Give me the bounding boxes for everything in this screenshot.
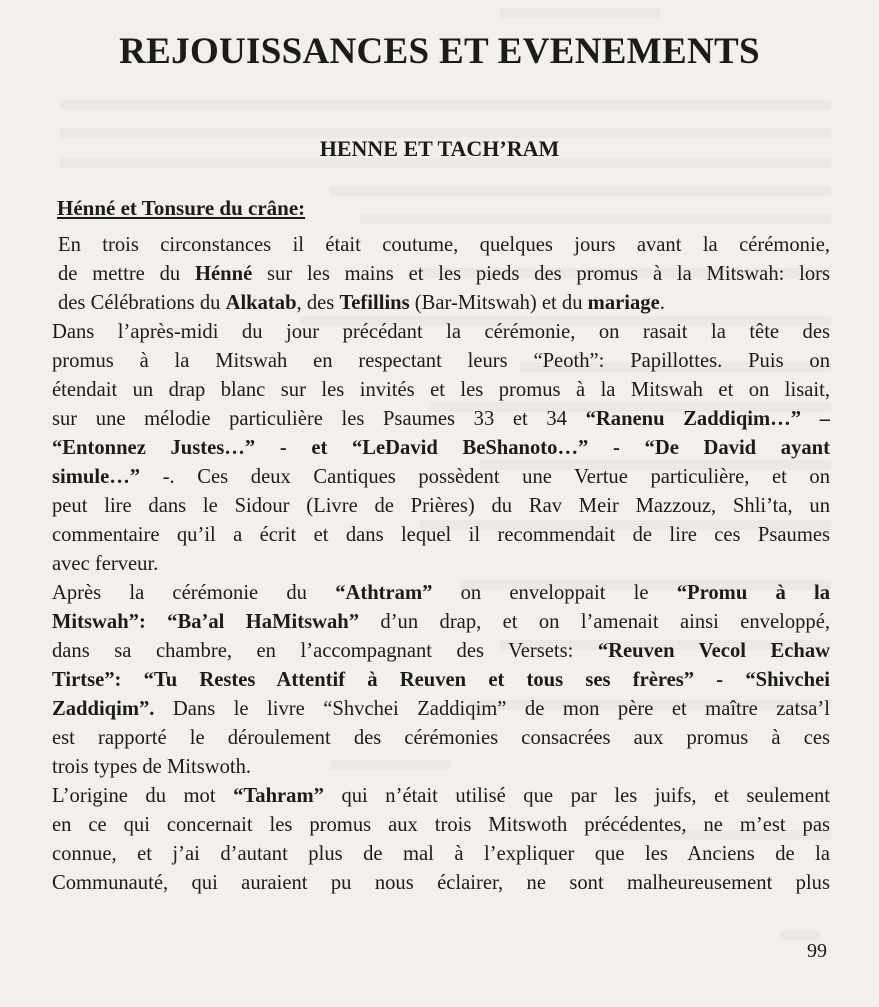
text-line [52, 376, 830, 405]
text-run: d’un drap, et on l’amenait ainsi enveloppé, [359, 611, 830, 633]
bold-run: “Ranenu Zaddiqim…” – [585, 408, 830, 430]
text-run: on enveloppait le [432, 582, 677, 604]
bold-run: “Tahram” [233, 785, 324, 807]
text-line [52, 318, 830, 347]
text-line [52, 608, 830, 637]
bold-run: simule…” [52, 466, 141, 488]
text-line [52, 637, 830, 666]
text-line [52, 869, 830, 898]
bold-run: “Promu à la [676, 582, 830, 604]
paragraph [52, 782, 830, 898]
text-run: trois types de Mitswoth. [52, 756, 252, 778]
text-line [52, 405, 830, 434]
bold-run: “Entonnez Justes…” - et “LeDavid BeShanoto…” - “De David ayant [52, 437, 830, 459]
text-line [52, 231, 830, 260]
bold-run: Mitswah”: “Ba’al HaMitswah” [52, 611, 360, 633]
text-run: étendait un drap blanc sur les invités et les promus à la Mitswah et on lisait, [52, 379, 830, 401]
text-line [52, 550, 830, 579]
text-run: promus à la Mitswah en respectant leurs “Peoth”: Papillottes. Puis on [52, 350, 830, 372]
section-subtitle: HENNE ET TACH’RAM [319, 136, 560, 161]
text-run: L’origine du mot [52, 785, 234, 807]
bold-run: Tefillins [339, 292, 410, 314]
bold-run: Hénné [195, 263, 253, 285]
text-run: , des [296, 292, 340, 314]
text-line [52, 811, 830, 840]
bold-run: Tirtse”: “Tu Restes Attentif à Reuven et tous ses frères” - “Shivchei [52, 669, 830, 691]
text-run: des Célébrations du [58, 292, 226, 314]
text-run: Dans l’après-midi du jour précédant la cérémonie, on rasait la tête des [52, 321, 830, 343]
bold-run: Zaddiqim”. [52, 698, 155, 720]
text-line [52, 289, 830, 318]
bold-run: mariage [587, 292, 660, 314]
text-run: en ce qui concernait les promus aux trois Mitswoth précédentes, ne m’est pas [52, 814, 830, 836]
text-line [52, 347, 830, 376]
page-number: 99 [807, 940, 827, 962]
text-run: sur les mains et les pieds des promus à la Mitswah: lors [252, 263, 830, 285]
text-run: dans sa chambre, en l’accompagnant des Versets: [52, 640, 598, 662]
text-run: -. Ces deux Cantiques possèdent une Vertue particulière, et on [140, 466, 830, 488]
text-run: avec ferveur. [52, 553, 159, 575]
body-text [52, 231, 830, 898]
text-run: Communauté, qui auraient pu nous éclairer, ne sont malheureusement plus [52, 872, 830, 894]
text-line [52, 695, 830, 724]
text-line [52, 260, 830, 289]
paragraph [52, 579, 830, 782]
text-run: En trois circonstances il était coutume, quelques jours avant la cérémonie, [58, 234, 830, 256]
text-run: commentaire qu’il a écrit et dans lequel il recommendait de lire ces Psaumes [52, 524, 830, 546]
text-line [52, 579, 830, 608]
text-run: qui n’était utilisé que par les juifs, et seulement [323, 785, 830, 807]
text-line [52, 840, 830, 869]
text-line [52, 753, 830, 782]
text-run: . [659, 292, 665, 314]
text-line [52, 434, 830, 463]
text-line [52, 492, 830, 521]
text-line [52, 782, 830, 811]
bold-run: “Athtram” [335, 582, 433, 604]
text-line [52, 666, 830, 695]
text-run: peut lire dans le Sidour (Livre de Prières) du Rav Meir Mazzouz, Shli’ta, un [52, 495, 830, 517]
text-line [52, 463, 830, 492]
bold-run: “Reuven Vecol Echaw [597, 640, 830, 662]
text-line [52, 724, 830, 753]
bold-run: Alkatab [225, 292, 297, 314]
section-heading: Hénné et Tonsure du crâne: [57, 196, 306, 220]
text-run: (Bar-Mitswah) et du [409, 292, 588, 314]
text-run: est rapporté le déroulement des cérémonies consacrées aux promus à ces [52, 727, 830, 749]
page-title: REJOUISSANCES ET EVENEMENTS [119, 31, 760, 72]
text-line [52, 521, 830, 550]
text-run: Après la cérémonie du [52, 582, 336, 604]
text-run: connue, et j’ai d’autant plus de mal à l’expliquer que les Anciens de la [52, 843, 830, 865]
text-run: sur une mélodie particulière les Psaumes 33 et 34 [52, 408, 586, 430]
paragraph [52, 231, 830, 318]
text-run: de mettre du [58, 263, 195, 285]
text-run: Dans le livre “Shvchei Zaddiqim” de mon père et maître zatsa’l [154, 698, 830, 720]
paragraph [52, 318, 830, 579]
